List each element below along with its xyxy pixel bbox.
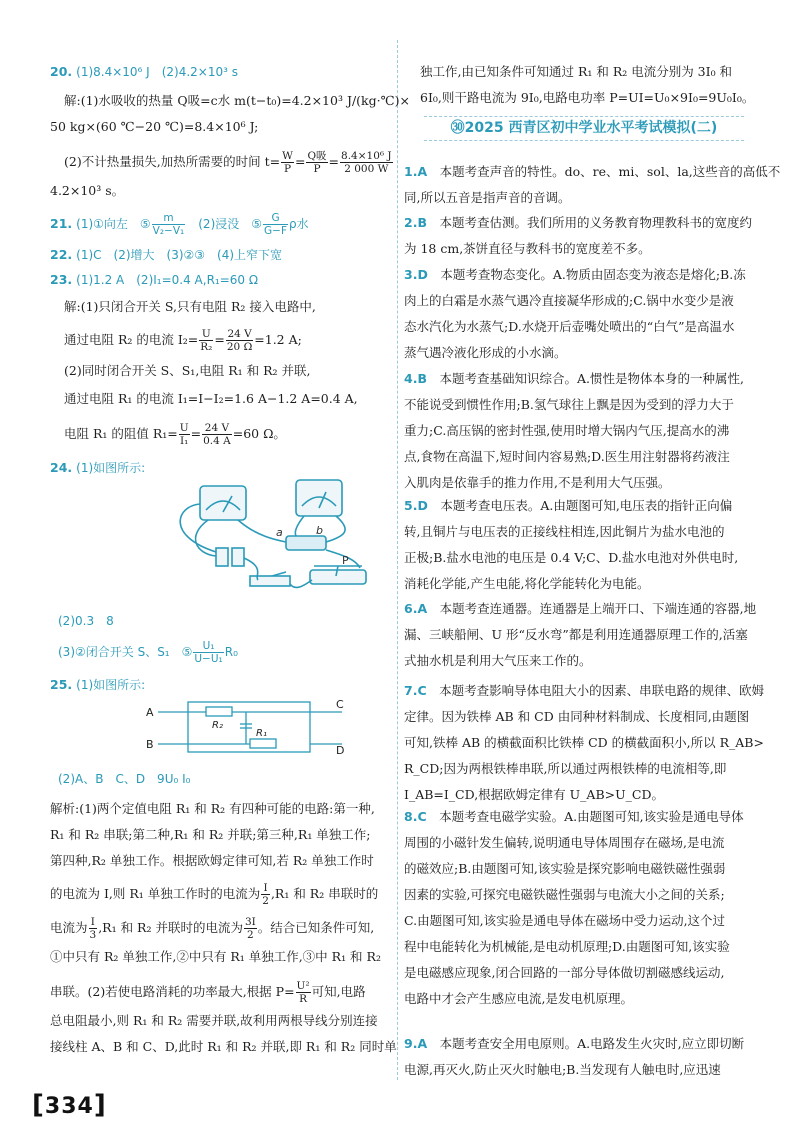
label-b: b: [316, 524, 323, 537]
item-4-line: 入肌肉是依靠手的推力作用,不是利用大气压强。: [404, 475, 671, 490]
q25-analysis-8: 总电阻最小,则 R₁ 和 R₂ 需要并联,故利用两根导线分别连接: [50, 1013, 378, 1028]
item-3-line: 蒸气遇冷液化形成的小水滴。: [404, 345, 567, 360]
item-7-line: 可知,铁棒 AB 的横截面积比铁棒 CD 的横截面积小,所以 R_AB>: [404, 735, 764, 750]
item-4-line: 4.B 本题考查基础知识综合。A.惯性是物体本身的一种属性,: [404, 371, 744, 386]
q25-answer-line: [50, 676, 145, 694]
q25-analysis-3: 第四种,R₂ 单独工作。根据欧姆定律可知,若 R₂ 单独工作时: [50, 853, 374, 868]
item-8-line: 的磁效应;B.由题图可知,该实验是探究影响电磁铁磁性强弱: [404, 861, 726, 876]
q24-number: 24.: [50, 460, 73, 475]
item-6-line: 6.A 本题考查连通器。连通器是上端开口、下端连通的容器,地: [404, 601, 757, 616]
q21-answer-line: 21. (1)①向左 ⑤ $\frac{m}{\text{V₂−V₁}}$ (2)浸没 ⑤ $\frac{G}{G-F}$ ρ水: [50, 212, 309, 237]
item-2-line: 2.B 本题考查估测。我们所用的义务教育物理教科书的宽度约: [404, 215, 752, 230]
item-7-line: I_AB=I_CD,根据欧姆定律有 U_AB>U_CD。: [404, 787, 664, 802]
label-a: a: [276, 526, 283, 539]
item-5-line: 正极;B.盐水电池的电压是 0.4 V;C、D.盐水电池对外供电时,: [404, 550, 739, 565]
q23-number: 23.: [50, 272, 73, 287]
item-number: 5.D: [404, 498, 441, 513]
item-1-line: 1.A 本题考查声音的特性。do、re、mi、sol、la,这些音的高低不: [404, 164, 781, 179]
q24-part3: (3)②闭合开关 S、S₁ ⑤ $\frac{\text{U₁}}{\text{U−U₁}}$ R₀: [58, 640, 238, 665]
q20-solution-2: 50 kg×(60 ℃−20 ℃)=8.4×10⁶ J;: [50, 119, 259, 134]
item-5-line: 5.D 本题考查电压表。A.由题图可知,电压表的指针正向偏: [404, 498, 733, 513]
rheostat-icon: [310, 570, 366, 584]
q23-solution-3: (2)同时闭合开关 S、S₁,电阻 R₁ 和 R₂ 并联,: [64, 363, 311, 378]
q23-solution-1: 解:(1)只闭合开关 S,只有电阻 R₂ 接入电路中,: [64, 299, 316, 314]
q24-circuit-figure: [146, 476, 376, 606]
q20-answer: (1)8.4×10⁶ J (2)4.2×10³ s: [76, 65, 238, 79]
item-9-line: 电源,再灭火,防止灭火时触电;B.当发现有人触电时,应迅速: [404, 1062, 721, 1077]
resistor-r1-icon: [250, 739, 276, 748]
q20-solution-3: (2)不计热量损失,加热所需要的时间 t= $\frac{W}{P}$ = $\frac{\text{Q吸}}{P}$ = $\frac{\text{8.4×10⁶ J}}{2 000 W}$: [64, 150, 392, 175]
q24-answer-line: [50, 459, 145, 477]
q20-solution-4: 4.2×10³ s。: [50, 183, 125, 198]
item-number: 6.A: [404, 601, 440, 616]
continuation-line-1: 独工作,由已知条件可知通过 R₁ 和 R₂ 电流分别为 3I₀ 和: [420, 64, 733, 79]
label-R2: R₂: [212, 720, 223, 731]
item-3-line: 3.D 本题考查物态变化。A.物质由固态变为液态是熔化;B.冻: [404, 267, 746, 282]
label-D: D: [336, 744, 345, 757]
q25-part1: (1)如图所示:: [76, 678, 146, 692]
q25-part2: (2)A、B C、D 9U₀ I₀: [58, 772, 191, 786]
resistor-icon: [286, 536, 326, 550]
item-4-line: 点,食物在高温下,短时间内容易熟;D.医生用注射器将药液注: [404, 449, 730, 464]
item-number: 2.B: [404, 215, 440, 230]
item-8-line: 8.C 本题考查电磁学实验。A.由题图可知,该实验是通电导体: [404, 809, 744, 824]
q20-number: 20.: [50, 64, 73, 79]
q21-number: 21.: [50, 216, 73, 231]
q25-analysis-6: ①中只有 R₂ 单独工作,②中只有 R₁ 单独工作,③中 R₁ 和 R₂: [50, 949, 381, 964]
q23-answer-line: [50, 271, 258, 289]
label-C: C: [336, 698, 344, 711]
item-7-line: 定律。因为铁棒 AB 和 CD 由同种材料制成、长度相同,由题图: [404, 709, 750, 724]
item-number: 3.D: [404, 267, 441, 282]
item-8-line: 因素的实验,可探究电磁铁磁性强弱与电流大小之间的关系;: [404, 887, 725, 902]
q25-analysis-9: 接线柱 A、B 和 C、D,此时 R₁ 和 R₂ 并联,即 R₁ 和 R₂ 同时单: [50, 1039, 397, 1054]
item-4-line: 不能说受到惯性作用;B.氢气球往上飘是因为受到的浮力大于: [404, 397, 734, 412]
q20-frac-values: $\frac{\text{8.4×10⁶ J}}{2 000 W}$: [341, 150, 392, 175]
item-3-line: 肉上的白霜是水蒸气遇冷直接凝华形成的;C.锅中水变少是液: [404, 293, 734, 308]
column-divider: [397, 40, 398, 1080]
item-1-line: 同,所以五音是指声音的音调。: [404, 190, 571, 205]
battery-icon: [232, 548, 244, 566]
item-4-line: 重力;C.高压锅的密封性强,使用时增大锅内气压,提高水的沸: [404, 423, 730, 438]
q20-solution-1: 解:(1)水吸收的热量 Q吸=c水 m(t−t₀)=4.2×10³ J/(kg·℃)×: [64, 93, 410, 108]
q25-circuit-figure: [146, 696, 346, 760]
q25-analysis-2: R₁ 和 R₂ 串联;第二种,R₁ 和 R₂ 并联;第三种,R₁ 单独工作;: [50, 827, 371, 842]
q20-frac-w-p: $\frac{W}{P}$: [282, 150, 293, 175]
label-B: B: [146, 738, 154, 751]
item-8-line: 程中电能转化为机械能,是电动机原理;D.由题图可知,该实验: [404, 939, 730, 954]
item-9-line: 9.A 本题考查安全用电原则。A.电路发生火灾时,应立即切断: [404, 1036, 745, 1051]
q25-analysis-4: 的电流为 I,则 R₁ 单独工作时的电流为 $\frac{I}{2}$ ,R₁ 和 R₂ 串联时的: [50, 882, 379, 907]
section-title: ㉚2025 西青区初中学业水平考试模拟(二): [424, 118, 744, 138]
item-number: 4.B: [404, 371, 440, 386]
q22-answer: (1)C (2)增大 (3)②③ (4)上窄下宽: [76, 248, 283, 262]
voltmeter-icon: [296, 480, 342, 516]
item-8-line: 电路中才会产生感应电流,是发电机原理。: [404, 991, 633, 1006]
item-number: 8.C: [404, 809, 440, 824]
q22-answer-line: [50, 246, 282, 264]
item-3-line: 态水汽化为水蒸气;D.水烧开后壶嘴处喷出的“白气”是高温水: [404, 319, 735, 334]
item-number: 1.A: [404, 164, 440, 179]
q25-analysis-1: 解析:(1)两个定值电阻 R₁ 和 R₂ 有四种可能的电路:第一种,: [50, 801, 375, 816]
item-7-line: 7.C 本题考查影响导体电阻大小的因素、串联电路的规律、欧姆: [404, 683, 765, 698]
item-number: 7.C: [404, 683, 440, 698]
resistor-r2-icon: [206, 707, 232, 716]
q20-frac-q-p: $\frac{\text{Q吸}}{P}$: [307, 150, 327, 175]
item-6-line: 式抽水机是利用大气压来工作的。: [404, 653, 592, 668]
q23-answer: (1)1.2 A (2)I₁=0.4 A,R₁=60 Ω: [76, 273, 259, 287]
page-number: [334]: [32, 1090, 107, 1120]
ammeter-icon: [200, 486, 246, 520]
q23-solution-2: 通过电阻 R₂ 的电流 I₂= $\frac{U}{\text{R₂}}$ = $\frac{24 V}{20 \Omega}$ =1.2 A;: [64, 328, 302, 353]
q25-analysis-7: 串联。(2)若使电路消耗的功率最大,根据 P= $\frac{\text{U²}}{R}$ 可知,电路: [50, 980, 366, 1005]
label-A: A: [146, 706, 154, 719]
q25-number: 25.: [50, 677, 73, 692]
q24-part2: (2)0.3 8: [58, 614, 114, 628]
item-2-line: 为 18 cm,茶饼直径与教科书的宽度差不多。: [404, 241, 651, 256]
item-number: 9.A: [404, 1036, 440, 1051]
label-R1: R₁: [256, 728, 267, 739]
battery-icon: [216, 548, 228, 566]
label-p: P: [342, 554, 349, 567]
q23-solution-5: 电阻 R₁ 的阻值 R₁= $\frac{U}{\text{I₁}}$ = $\frac{24 V}{0.4 A}$ =60 Ω。: [64, 422, 286, 447]
item-8-line: 周围的小磁针发生偏转,说明通电导体周围存在磁场,是电流: [404, 835, 725, 850]
q23-solution-4: 通过电阻 R₁ 的电流 I₁=I−I₂=1.6 A−1.2 A=0.4 A,: [64, 391, 358, 406]
item-8-line: C.由题图可知,该实验是通电导体在磁场中受力运动,这个过: [404, 913, 726, 928]
item-7-line: R_CD;因为两根铁棒串联,所以通过两根铁棒的电流相等,即: [404, 761, 727, 776]
q20-answer-line: [50, 63, 238, 81]
item-6-line: 漏、三峡船闸、U 形“反水弯”都是利用连通器原理工作的,活塞: [404, 627, 748, 642]
q25-analysis-5: 电流为 $\frac{I}{3}$ ,R₁ 和 R₂ 并联时的电流为 $\frac{3I}{2}$ 。结合已知条件可知,: [50, 916, 375, 941]
item-8-line: 是电磁感应现象,闭合回路的一部分导体做切割磁感线运动,: [404, 965, 725, 980]
item-5-line: 转,且铜片与电压表的正接线柱相连,因此铜片为盐水电池的: [404, 524, 725, 539]
q24-part1: (1)如图所示:: [76, 461, 146, 475]
continuation-line-2: 6I₀,则干路电流为 9I₀,电路电功率 P=UI=U₀×9I₀=9U₀I₀。: [420, 90, 755, 105]
item-5-line: 消耗化学能,产生电能,将化学能转化为电能。: [404, 576, 650, 591]
q22-number: 22.: [50, 247, 73, 262]
